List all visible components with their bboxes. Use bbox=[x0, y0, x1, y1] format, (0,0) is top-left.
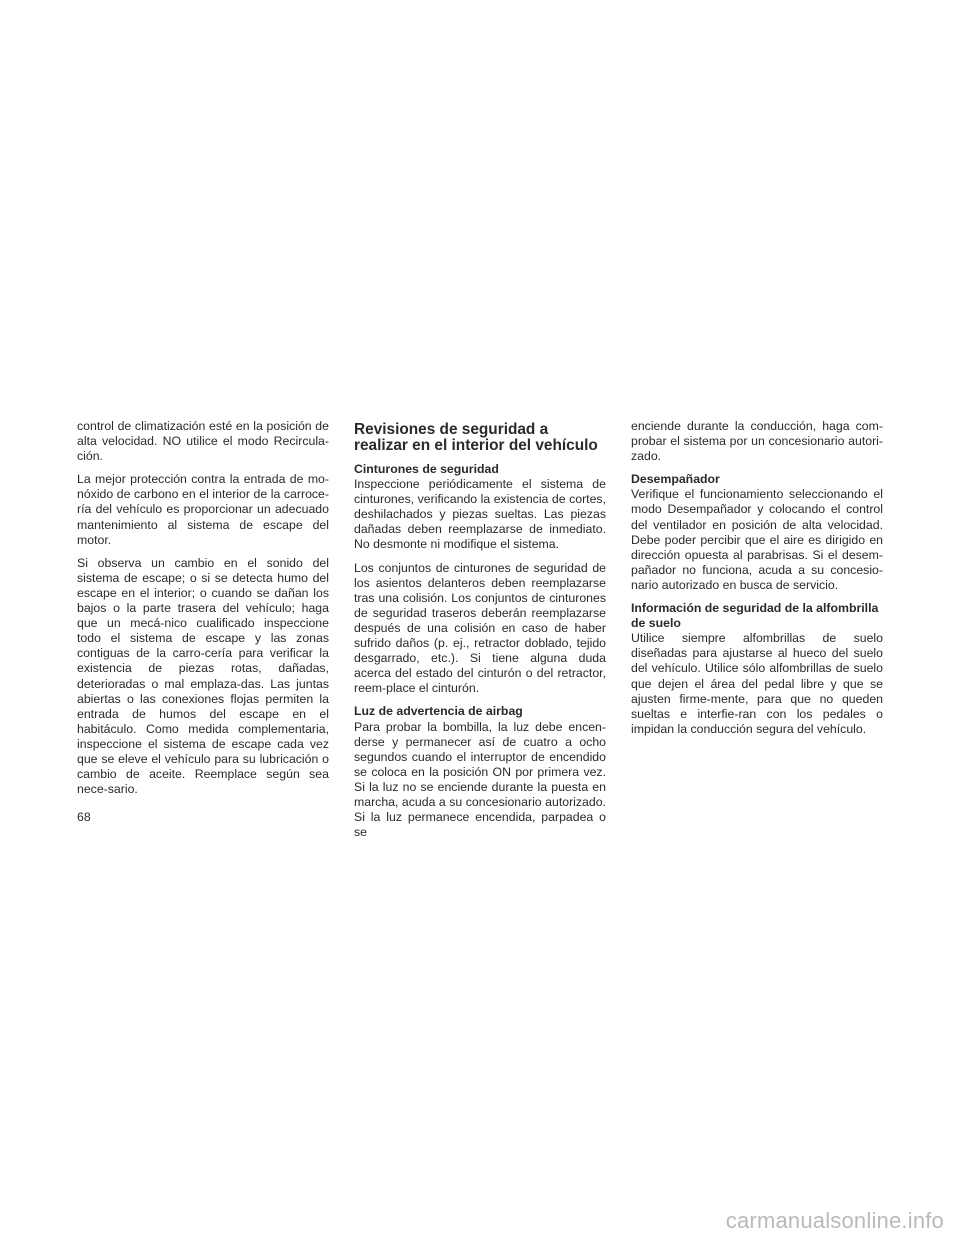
defroster-block bbox=[631, 472, 883, 593]
floormat-block bbox=[631, 601, 883, 737]
page-number: 68 bbox=[77, 810, 91, 824]
floormat-heading: Información de seguridad de la alfombrilla de suelo bbox=[631, 601, 879, 631]
floormat-paragraph: Utilice siempre alfombrillas de suelo diseñadas para ajustarse al hueco del suelo del vehículo. Utilice sólo alfombrillas de suelo que dejen el área del pedal libre y que se ajusten firme-mente, para que no queden sueltas e interfie-ran con los pedales o impidan la conducción segura del vehículo. bbox=[631, 631, 883, 736]
seatbelts-block bbox=[354, 462, 606, 553]
paragraph-carbon-monoxide: La mejor protección contra la entrada de mo-nóxido de carbono en el interior de la carroce-ría del vehículo es proporcionar un adecuado mantenimiento al sistema de escape del motor. bbox=[77, 472, 329, 547]
section-title: Revisiones de seguridad a realizar en el interior del vehículo bbox=[354, 421, 598, 454]
airbag-paragraph: Para probar la bombilla, la luz debe encen-derse y permanecer así de cuatro a ocho segundos cuando el interruptor de encendido se coloca en la posición ON por primera vez. Si la luz no se enciende durante la puesta en marcha, acuda a su concesionario autorizado. Si la luz permanece encendida, parpadea o se bbox=[354, 719, 606, 840]
seatbelts-paragraph-2: Los conjuntos de cinturones de seguridad de los asientos delanteros deben reemplazarse tras una colisión. Los conjuntos de cinturones de seguridad traseros deberán reemplazarse después de una colisión en caso de haber sufrido daños (p. ej., retractor doblado, tejido desgarrado, etc.). Si tiene alguna duda acerca del estado del cinturón o del retractor, reem-place el cinturón. bbox=[354, 560, 606, 696]
column-right bbox=[631, 419, 883, 745]
seatbelts-heading: Cinturones de seguridad bbox=[354, 462, 499, 476]
airbag-paragraph-continued: enciende durante la conducción, haga com-probar el sistema por un concesionario autori-zado. bbox=[631, 419, 883, 464]
seatbelts-paragraph-1: Inspeccione periódicamente el sistema de cinturones, verificando la existencia de cortes, deshilachados y piezas sueltas. Las piezas dañadas deben reemplazarse de inmediato. No desmonte ni modifique el sistema. bbox=[354, 477, 606, 552]
paragraph-climate-control: control de climatización esté en la posición de alta velocidad. NO utilice el modo Recircula-ción. bbox=[77, 419, 329, 464]
airbag-block bbox=[354, 704, 606, 840]
defroster-paragraph: Verifique el funcionamiento seleccionando el modo Desempañador y colocando el control del ventilador en posición de alta velocidad. Debe poder percibir que el aire es dirigido en dirección opuesta al parabrisas. Si el desem-pañador no funciona, acuda a su concesio-nario autorizado en busca de servicio. bbox=[631, 487, 883, 592]
paragraph-exhaust-inspection: Si observa un cambio en el sonido del sistema de escape; o si se detecta humo del escape en el interior; o cuando se dañan los bajos o la parte trasera del vehículo; haga que un mecá-nico cualificado inspeccione todo el sistema de escape y las zonas contiguas de la carro-cería para verificar la existencia de piezas rotas, dañadas, deterioradas o mal emplaza-das. Las juntas abiertas o las conexiones flojas permiten la entrada de humos del escape en el habitáculo. Como medida complementaria, inspeccione el sistema de escape cada vez que se eleve el vehículo para su lubricación o cambio de aceite. Reemplace según sea nece-sario. bbox=[77, 555, 329, 797]
column-middle bbox=[354, 419, 606, 848]
watermark: carmanualsonline.info bbox=[725, 1208, 944, 1233]
defroster-heading: Desempañador bbox=[631, 472, 720, 487]
airbag-heading: Luz de advertencia de airbag bbox=[354, 704, 523, 719]
column-left bbox=[77, 419, 329, 805]
